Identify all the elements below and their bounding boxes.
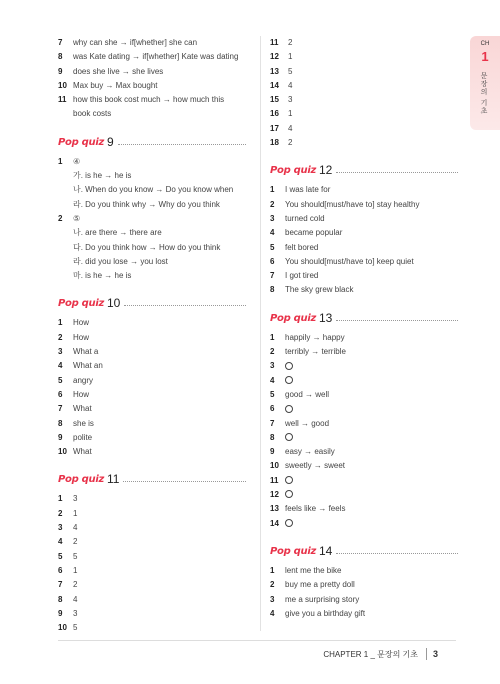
answer-number: 9 [58,66,63,76]
answer-number: 2 [270,347,275,357]
pop-quiz-logo: Pop quiz [58,298,104,310]
answer-row [270,183,458,197]
quiz-heading [270,164,458,176]
page-footer [323,648,438,660]
answer-row [270,198,458,212]
column-divider [260,36,261,631]
dotted-rule [123,481,246,482]
quiz-number: 13 [318,310,333,325]
answer-number: 4 [58,361,63,371]
answer-row [58,79,246,93]
answer-text: 4 [288,123,293,133]
answer-row [270,36,458,50]
answer-text [285,517,458,531]
answer-row [270,136,458,150]
answer-number: 12 [270,52,279,62]
answer-row [58,621,246,635]
quiz-heading [58,473,246,485]
answer-text: 4 [73,523,78,533]
answer-text: 4 [73,594,78,604]
answer-text: 2 [73,537,78,547]
answer-number: 4 [58,537,63,547]
answer-row [270,502,458,516]
answer-text: buy me a pretty doll [285,580,355,590]
answer-number: 1 [58,494,63,504]
answer-number: 13 [270,66,279,76]
answer-text: 2 [288,138,293,148]
answer-row [270,459,458,473]
answer-row [58,445,246,459]
answer-number: 10 [58,623,67,633]
answer-row [58,93,246,107]
answer-text: How [73,332,90,342]
answer-text: 4 [288,80,293,90]
answer-row [58,374,246,388]
answer-number: 6 [58,565,63,575]
answer-text: 1 [73,565,78,575]
answer-continuation: book costs [73,109,112,119]
answer-text: well → good [285,418,330,428]
answer-text: 1 [73,508,78,518]
answer-row [270,445,458,459]
answer-text: 5 [73,551,78,561]
answer-row [58,593,246,607]
answer-list [58,492,246,635]
answer-list [58,36,246,107]
answer-number: 6 [270,404,275,414]
answer-number: 7 [58,38,63,47]
answer-row [270,388,458,402]
answer-text: What a [73,347,99,357]
answer-number: 14 [270,518,279,528]
answer-text: 2 [288,38,293,47]
dotted-rule [336,172,458,173]
dotted-rule [118,144,246,145]
answer-number: 1 [58,156,63,166]
answer-number: 5 [270,242,275,252]
answer-text: me a surprising story [285,594,360,604]
answer-number: 8 [270,432,275,442]
pop-quiz-logo: Pop quiz [270,545,316,557]
answer-number: 7 [58,404,63,414]
answer-text: feels like → feels [285,504,346,514]
quiz-number: 12 [318,163,333,178]
answer-number: 16 [270,109,279,119]
answer-row [270,402,458,416]
answer-row [58,388,246,402]
answer-row [270,93,458,107]
answer-row [58,50,246,64]
answer-number: 12 [270,490,279,500]
answer-subline: 나. are there → there are [73,228,162,238]
answer-text [285,488,458,502]
answer-row [270,431,458,445]
answer-text [285,359,458,373]
answer-number: 9 [58,432,63,442]
answer-text: give you a birthday gift [285,608,366,618]
answer-number: 9 [270,447,275,457]
answer-number: 4 [270,608,275,618]
answer-row [270,345,458,359]
answer-subline: 라. did you lose → you lost [73,256,168,266]
answer-row [270,65,458,79]
right-column [270,36,458,621]
footer-separator [426,648,427,660]
answer-number: 2 [270,580,275,590]
page-number: 3 [432,649,438,659]
answer-row [270,122,458,136]
answer-row [58,535,246,549]
answer-number: 6 [270,256,275,266]
answer-text [285,402,458,416]
answer-row [270,578,458,592]
quiz-number: 11 [106,472,120,487]
answer-number: 13 [270,504,279,514]
answer-row [270,331,458,345]
correct-circle-icon [285,405,293,413]
answer-text: What an [73,361,103,371]
answer-subline: 다. Do you think how → How do you think [73,242,221,252]
answer-row [270,517,458,531]
answer-text: ④ [73,156,81,166]
answer-row [58,521,246,535]
footer-rule [58,640,456,641]
answer-number: 3 [58,523,63,533]
answer-subline: 가. is he → he is [73,171,132,181]
correct-circle-icon [285,362,293,370]
answer-text: I was late for [285,185,331,195]
answer-number: 4 [270,375,275,385]
answer-number: 1 [58,318,63,328]
answer-number: 2 [58,332,63,342]
correct-circle-icon [285,490,293,498]
chapter-tab-title: 문장의 기초 [480,72,487,115]
answer-text [285,474,458,488]
answer-text: good → well [285,389,330,399]
answer-text: Max buy → Max bought [73,80,158,90]
answer-row [270,212,458,226]
pop-quiz-logo: Pop quiz [58,474,104,486]
answer-number: 3 [270,594,275,604]
answer-row [270,241,458,255]
quiz-heading [270,545,458,557]
answer-row [270,488,458,502]
left-column [58,36,246,635]
answer-number: 8 [270,285,275,295]
answer-text: angry [73,375,94,385]
answer-row [270,107,458,121]
answer-text: 3 [288,95,293,105]
answer-row [270,283,458,297]
answer-row [58,507,246,521]
answer-row [270,417,458,431]
answer-text: sweetly → sweet [285,461,346,471]
answer-text: 2 [73,580,78,590]
pop-quiz-logo: Pop quiz [270,312,316,324]
answer-text: What [73,447,92,457]
answer-row [270,255,458,269]
correct-circle-icon [285,433,293,441]
answer-subline: 마. is he → he is [73,271,132,281]
answer-number: 7 [58,580,63,590]
answer-text: 1 [288,109,293,119]
answer-row [58,607,246,621]
answer-row [58,36,246,50]
answer-row [270,50,458,64]
answer-number: 7 [270,271,275,281]
answer-text: was Kate dating → if[whether] Kate was dating [73,52,239,62]
dotted-rule [336,320,458,321]
quiz-number: 9 [106,134,114,149]
answer-row [58,155,246,169]
answer-text: You should[must/have to] stay healthy [285,199,420,209]
pop-quiz-logo: Pop quiz [270,165,316,177]
pop-quiz-logo: Pop quiz [58,136,104,148]
answer-text [285,431,458,445]
quiz-heading [270,312,458,324]
answer-text: 1 [288,52,293,62]
answer-row [270,474,458,488]
answer-row [270,226,458,240]
answer-text [285,374,458,388]
answer-text: ⑤ [73,213,81,223]
answer-number: 17 [270,123,279,133]
answer-number: 4 [270,228,275,238]
answer-number: 18 [270,138,279,148]
answer-number: 6 [58,389,63,399]
answer-number: 3 [58,347,63,357]
answer-number: 11 [270,475,279,485]
chapter-tab [470,36,500,130]
quiz-heading [58,297,246,309]
answer-text: how this book cost much → how much this [73,95,225,105]
answer-number: 5 [270,389,275,399]
answer-number: 2 [58,213,63,223]
dotted-rule [124,305,246,306]
answer-row [270,564,458,578]
answer-text: How [73,389,90,399]
answer-row [58,431,246,445]
answer-row [270,359,458,373]
answer-number: 8 [58,52,63,62]
answer-list [270,331,458,531]
answer-number: 3 [270,213,275,223]
answer-number: 10 [58,447,67,457]
answer-row [270,79,458,93]
answer-number: 11 [270,38,279,47]
footer-chapter-title: CHAPTER 1 _ 문장의 기초 [323,649,418,659]
answer-number: 1 [270,332,275,342]
quiz-number: 10 [106,296,121,311]
answer-number: 5 [58,375,63,385]
answer-number: 9 [58,608,63,618]
answer-text: lent me the bike [285,565,342,575]
answer-text: 5 [73,623,78,633]
answer-row [58,564,246,578]
answer-list [270,36,458,150]
answer-number: 8 [58,594,63,604]
answer-number: 7 [270,418,275,428]
answer-row [58,492,246,506]
answer-list [58,316,246,459]
quiz-heading [58,136,246,148]
answer-text: happily → happy [285,332,345,342]
answer-number: 1 [270,185,275,195]
dotted-rule [336,553,458,554]
answer-number: 8 [58,418,63,428]
answer-number: 14 [270,80,279,90]
correct-circle-icon [285,476,293,484]
answer-row [270,374,458,388]
answer-row [58,212,246,226]
answer-number: 2 [58,508,63,518]
answer-text: The sky grew black [285,285,354,295]
answer-text: What [73,404,92,414]
answer-text: 3 [73,608,78,618]
chapter-tab-number: 1 [481,49,489,64]
correct-circle-icon [285,376,293,384]
answer-text: why can she → if[whether] she can [73,38,198,47]
answer-text: does she live → she lives [73,66,164,76]
answer-list [270,183,458,297]
answer-row [58,316,246,330]
answer-row [58,550,246,564]
answer-number: 5 [58,551,63,561]
correct-circle-icon [285,519,293,527]
answer-subline: 라. Do you think why → Why do you think [73,199,220,209]
answer-text: terribly → terrible [285,347,346,357]
answer-number: 11 [58,95,67,105]
answer-row [58,331,246,345]
answer-text: 3 [73,494,78,504]
answer-number: 10 [270,461,279,471]
quiz-number: 14 [318,543,333,558]
answer-number: 15 [270,95,279,105]
answer-row [270,593,458,607]
answer-text: easy → easily [285,447,335,457]
answer-text: You should[must/have to] keep quiet [285,256,414,266]
answer-row [58,417,246,431]
answer-row [58,402,246,416]
answer-number: 3 [270,361,275,371]
answer-number: 2 [270,199,275,209]
answer-text: 5 [288,66,293,76]
answer-text: I got tired [285,271,319,281]
answer-text: How [73,318,90,328]
answer-row [58,345,246,359]
answer-row [58,65,246,79]
answer-text: turned cold [285,213,325,223]
answer-number: 10 [58,80,67,90]
answer-row [58,359,246,373]
answer-row [270,269,458,283]
answer-number: 1 [270,565,275,575]
chapter-tab-label: CH [480,41,490,47]
answer-subline: 나. When do you know → Do you know when [73,185,234,195]
answer-text: polite [73,432,93,442]
answer-text: became popular [285,228,343,238]
answer-row [58,578,246,592]
answer-text: felt bored [285,242,319,252]
answer-row [270,607,458,621]
answer-text: she is [73,418,94,428]
answer-list [270,564,458,621]
